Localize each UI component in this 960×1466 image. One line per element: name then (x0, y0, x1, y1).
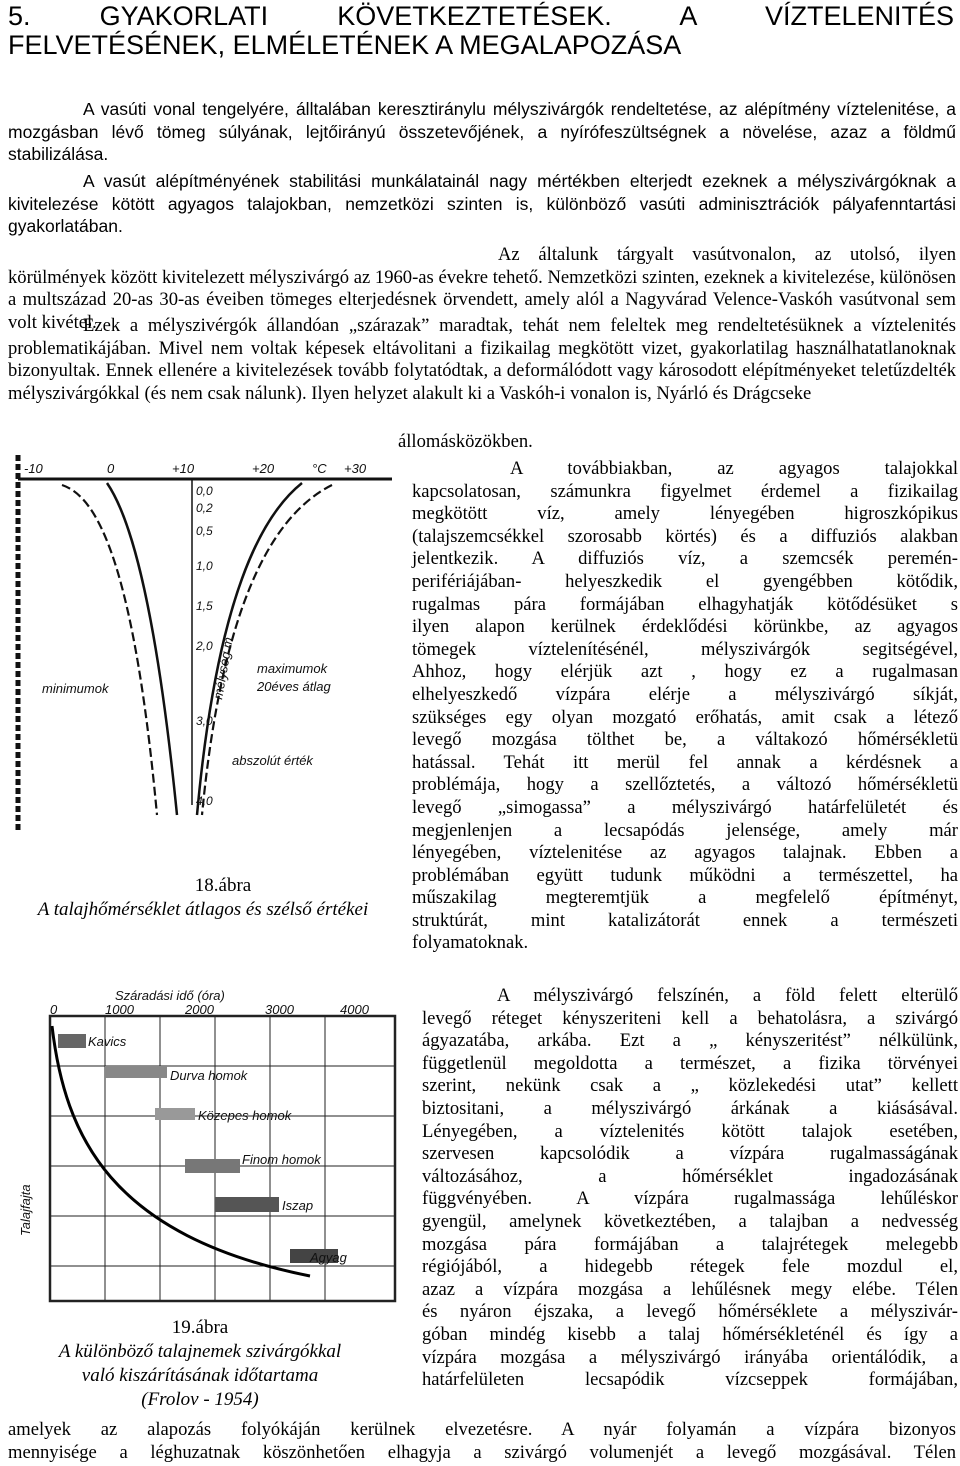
y-axis-title: Talajfajta (18, 1184, 33, 1236)
kavics-pattern (58, 1034, 86, 1048)
paragraph-railway: Az általunk tárgyalt vasútvonalon, az utolsó, ilyen körülmények között kivitelezett mélyszivárgó az 1960-as évekre tehető. Nemzetközi szinten, ezeknek a kivitelezése, különösen a multszázad 20-as 30-as éveiben tömeges elterjedésnek örvendett, amely alól a Nagyvárad Velence-Vaskóh vasútvonal sem volt kivétel. (8, 244, 956, 333)
tick-0: 0 (107, 461, 115, 476)
right-column-2 (422, 985, 958, 1392)
tick-m10: -10 (24, 461, 43, 476)
x-tick-1000: 1000 (105, 1002, 134, 1017)
rc1-line: ilyen alapon kerülnek érdeklődési körünkbe, az agyagos (412, 616, 958, 638)
rc1-line: hatással. Tehát itt merül fel annak a kérdésnek a (412, 751, 958, 773)
tick-p20: +20 (252, 461, 275, 476)
curve-avg-left (107, 483, 177, 815)
x-tick-0: 0 (50, 1002, 58, 1017)
x-tick-3000: 3000 (265, 1002, 294, 1017)
rc1-line: levegő mozgása tölthet be, a váltakozó hőmérsékletü (412, 729, 958, 751)
rc2-line: góban mindég kisebb a talaj hőmérsékleténél és így a (422, 1323, 958, 1345)
rc2-line: változásához, a hőmérséklet ingadozásának (422, 1165, 958, 1187)
right-column-1 (412, 458, 958, 955)
figure-19-caption-line-2: való kiszárításának időtartama (81, 1365, 319, 1386)
paragraph-stability: A vasút alépítményének stabilitási munkálatainál nagy mértékben elterjedt ezeknek a mélyszivárgóknak a kivitelezése kötött agyagos talajokban, nemzetközi szinten is, különböző vasúti adminisztrációk pályafenntartási gyakorlatában. (8, 171, 956, 236)
rc1-line: Ahhoz, hogy elérjük azt , hogy ez a rugalmasan (412, 661, 958, 683)
depth-02: 0,2 (196, 501, 213, 515)
rc2-line: mozgása pára formájában a talajrétegek melegebb (422, 1233, 958, 1255)
rc2-line: A mélyszivárgó felszínén, a föld felett elterülő (497, 985, 958, 1006)
finom-pattern (185, 1159, 240, 1173)
rc1-line: szükséges egy olyan mozgató erőhatás, amit csak a létező (412, 706, 958, 728)
rc2-line: régiójából, a hidegebb rétegek fele mozdul el, (422, 1256, 958, 1278)
figure-19-caption-line-3: (Frolov - 1954) (141, 1389, 259, 1410)
rc1-line: megjenlenjen a lecsapódás jelensége, amely már (412, 819, 958, 841)
rc1-line: (talajszemcsékkel szorosabb körtés) és a diffuziós alakban (412, 525, 958, 547)
tick-p10: +10 (172, 461, 195, 476)
rc1-line: elhelyeszkedő vízpára elérje a mélyszivárgó síkját, (412, 683, 958, 705)
label-absolute: abszolút érték (232, 753, 313, 768)
rc2-line: biztositani, a mélyszivárgó árkának a kiásásával. (422, 1097, 958, 1119)
rc1-line: perifériájában- helyeszkedik el gyengébben kötődik, (412, 570, 958, 592)
rc2-line: azaz a vízpára mozgása a lehűlésnek megy elébe. Télen (422, 1278, 958, 1300)
x-axis-title: Száradási idő (óra) (115, 988, 225, 1003)
rc2-line: függvényében. A vízpára rugalmassága lehűléskor (422, 1188, 958, 1210)
soil-kozepes: Közepes homok (198, 1108, 292, 1123)
rc1-line: struktúrát, mint katalizátorát ennek a természeti (412, 909, 958, 931)
kozepes-pattern (155, 1108, 195, 1120)
title-line-2: FELVETÉSÉNEK, ELMÉLETÉNEK A MEGALAPOZÁSA (8, 30, 682, 60)
depth-20: 2,0 (196, 639, 213, 653)
depth-axis-label: mélység m (210, 636, 236, 701)
soil-iszap: Iszap (282, 1198, 314, 1213)
rc1-line: problémája, hogy a szellőztetés, a változó hőmérsékletü (412, 774, 958, 796)
curve-min (62, 485, 157, 815)
figure-19-caption (0, 1316, 400, 1412)
figure-18-diagram (12, 455, 397, 830)
bottom-paragraph (8, 1419, 956, 1464)
drying-curve (52, 1026, 310, 1276)
depth-30: 3,0 (196, 714, 213, 728)
title-line-1: 5. GYAKORLATI KÖVETKEZTETÉSEK. A VÍZTELENITÉS (8, 1, 954, 31)
soil-durva: Durva homok (170, 1068, 248, 1083)
soil-kavics: Kavics (88, 1034, 127, 1049)
figure-18-title: A talajhőmérséklet átlagos és szélső értékei (37, 899, 369, 920)
rc2-line: gyengül, amelynek következtében, a talajban a nedvesség (422, 1210, 958, 1232)
rc2-line: függetlenül megoldotta a természet, a fizika törvényei (422, 1052, 958, 1074)
iszap-pattern (215, 1197, 279, 1212)
figure-19-number: 19.ábra (171, 1317, 229, 1338)
durva-pattern (105, 1066, 167, 1078)
depth-00: 0,0 (196, 484, 213, 498)
label-maximums: maximumok (257, 661, 328, 676)
figure-18-caption (8, 874, 398, 936)
rc1-line: A továbbiakban, az agyagos talajokkal (510, 458, 958, 479)
rc2-line: vízpára mozgása a mélyszivárgó irányába orientálódik, a (422, 1346, 958, 1368)
x-tick-2000: 2000 (185, 1002, 214, 1017)
depth-15: 1,5 (196, 599, 213, 613)
page-title (8, 2, 954, 60)
figure-19-diagram (10, 986, 405, 1311)
rc2-line: szervesen kapcsolódik a vízpára rugalmasságának (422, 1143, 958, 1165)
soil-agyag: Agyag (310, 1250, 347, 1265)
label-minimums: minimumok (42, 681, 109, 696)
rc2-line: határfelületen lecsapódik vízcseppek formájában, (422, 1369, 958, 1391)
rc2-line: ágyazatába, arkába. Ezt a „ kényszeritést” nélkülünk, (422, 1030, 958, 1052)
rc1-line: lényegében, víztelenitése az agyagos talajnak. Ebben a (412, 842, 958, 864)
paragraph-dry-drains: Ezek a mélyszivérgók állandóan „szárazak” maradtak, tehát nem feleltek meg rendeltetésüknek a víztelenités problematikájában. Mivel nem voltak képesek eltávolitani a fizikailag megkötött vizet, gyakorlatilag használhatatlanoknak bizonyultak. Ennek ellenére a kivitelezések tovább folytatódtak, a deformálódott vagy károsodott elépítményeket teletűzdelték mélyszivárgókkal (és nem csak nálunk). Ilyen helyzet alakult ki a Vaskóh-i vonalon is, Nyárló és Drágcseke (8, 315, 956, 404)
rc2-line: levegő réteget kényszeriteni kell a behatolásra, a szivárgó (422, 1007, 958, 1029)
figure-19-caption-line-1: A különböző talajnemek szivárgókkal (58, 1341, 342, 1362)
x-tick-4000: 4000 (340, 1002, 369, 1017)
rc1-line: műszakilag megteremtjük a megfelelő építményt, (412, 887, 958, 909)
bottom-line-2: mennyisége a léghuzatnak köszönhetően elhagyja a szivárgó volumenjét a levegő mozgásával. Télen (8, 1441, 956, 1463)
figure-18-number: 18.ábra (194, 875, 252, 896)
bottom-line-1: amelyek az alapozás folyókáján kerülnek elvezetésre. A nyár folyamán a vízpára bizonyos (8, 1419, 956, 1440)
intro-paragraph: A vasúti vonal tengelyére, álltalában keresztiránylu mélyszivárgók rendeltetése, az alépítmény víztelenitése, a mozgásban lévő tömeg súlyának, lejtőirányú összetevőjének, a nyírófeszültségnek a növelése, azaz a földmű stabilizálása. (8, 99, 956, 164)
rc1-line: levegő „simogassa” a mélyszivárgó határfelületét és (412, 796, 958, 818)
rc2-line: szerint, nekünk csak a „ közlekedési utat” kellett (422, 1075, 958, 1097)
rc2-line: és nyáron éjszaka, a levegő hőmérséklete a mélyszivár- (422, 1301, 958, 1323)
paragraph-dry-drains-end: állomásközökben. (398, 431, 533, 452)
rc1-line: kapcsolatosan, számunkra figyelmet érdemel a fizikailag (412, 480, 958, 502)
depth-05: 0,5 (196, 524, 213, 538)
rc1-line: megkötött víz, amely lényegében higroszkópikus (412, 503, 958, 525)
rc2-line: Lényegében, a víztelenités kötött talajok esetében, (422, 1120, 958, 1142)
rc1-line: jelentkezik. A diffuziós víz, a szemcsék peremén- (412, 548, 958, 570)
rc1-line: folyamatoknak. (412, 932, 529, 954)
rc1-line: tömegek víztelenítésénél, mélyszivárgók segitségével, (412, 638, 958, 660)
rc1-line: rugalmas pára formájában elhagyhatják kötődésüket s (412, 593, 958, 615)
label-20yr-avg: 20éves átlag (257, 679, 331, 694)
soil-finom: Finom homok (242, 1152, 321, 1167)
tick-p30: +30 (344, 461, 367, 476)
depth-10: 1,0 (196, 559, 213, 573)
depth-40: 4,0 (196, 794, 213, 808)
rc1-line: problémában együtt tudunk működni a természettel, ha (412, 864, 958, 886)
tick-unit: °C (312, 461, 327, 476)
